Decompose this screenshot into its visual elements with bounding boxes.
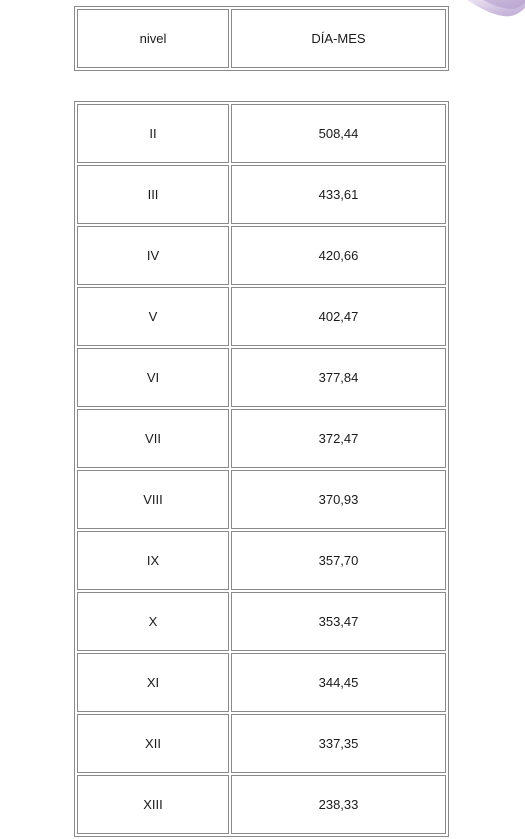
table-row bbox=[77, 775, 446, 834]
data-body bbox=[77, 104, 446, 834]
table-row bbox=[77, 653, 446, 712]
data-table bbox=[74, 101, 449, 837]
dia-mes-cell: 370,93 bbox=[231, 470, 446, 529]
watercolor-icon bbox=[463, 0, 525, 22]
table-row bbox=[77, 348, 446, 407]
nivel-cell: XI bbox=[77, 653, 229, 712]
table-row bbox=[77, 226, 446, 285]
nivel-cell: XIII bbox=[77, 775, 229, 834]
table-row bbox=[77, 104, 446, 163]
header-nivel: nivel bbox=[77, 9, 229, 68]
dia-mes-cell: 344,45 bbox=[231, 653, 446, 712]
dia-mes-cell: 357,70 bbox=[231, 531, 446, 590]
watercolor-decoration bbox=[463, 0, 525, 22]
nivel-cell: XII bbox=[77, 714, 229, 773]
dia-mes-cell: 402,47 bbox=[231, 287, 446, 346]
table-row bbox=[77, 531, 446, 590]
dia-mes-cell: 353,47 bbox=[231, 592, 446, 651]
dia-mes-cell: 377,84 bbox=[231, 348, 446, 407]
nivel-cell: III bbox=[77, 165, 229, 224]
nivel-cell: VI bbox=[77, 348, 229, 407]
nivel-cell: IX bbox=[77, 531, 229, 590]
dia-mes-cell: 420,66 bbox=[231, 226, 446, 285]
dia-mes-cell: 433,61 bbox=[231, 165, 446, 224]
table-row bbox=[77, 287, 446, 346]
header-row bbox=[77, 9, 446, 68]
dia-mes-cell: 372,47 bbox=[231, 409, 446, 468]
table-row bbox=[77, 714, 446, 773]
nivel-cell: V bbox=[77, 287, 229, 346]
nivel-cell: X bbox=[77, 592, 229, 651]
dia-mes-cell: 337,35 bbox=[231, 714, 446, 773]
dia-mes-cell: 508,44 bbox=[231, 104, 446, 163]
table-row bbox=[77, 470, 446, 529]
nivel-cell: II bbox=[77, 104, 229, 163]
header-table bbox=[74, 6, 449, 71]
table-row bbox=[77, 409, 446, 468]
dia-mes-cell: 238,33 bbox=[231, 775, 446, 834]
header-dia-mes: DÍA-MES bbox=[231, 9, 446, 68]
nivel-cell: IV bbox=[77, 226, 229, 285]
nivel-cell: VIII bbox=[77, 470, 229, 529]
nivel-cell: VII bbox=[77, 409, 229, 468]
table-row bbox=[77, 165, 446, 224]
table-row bbox=[77, 592, 446, 651]
